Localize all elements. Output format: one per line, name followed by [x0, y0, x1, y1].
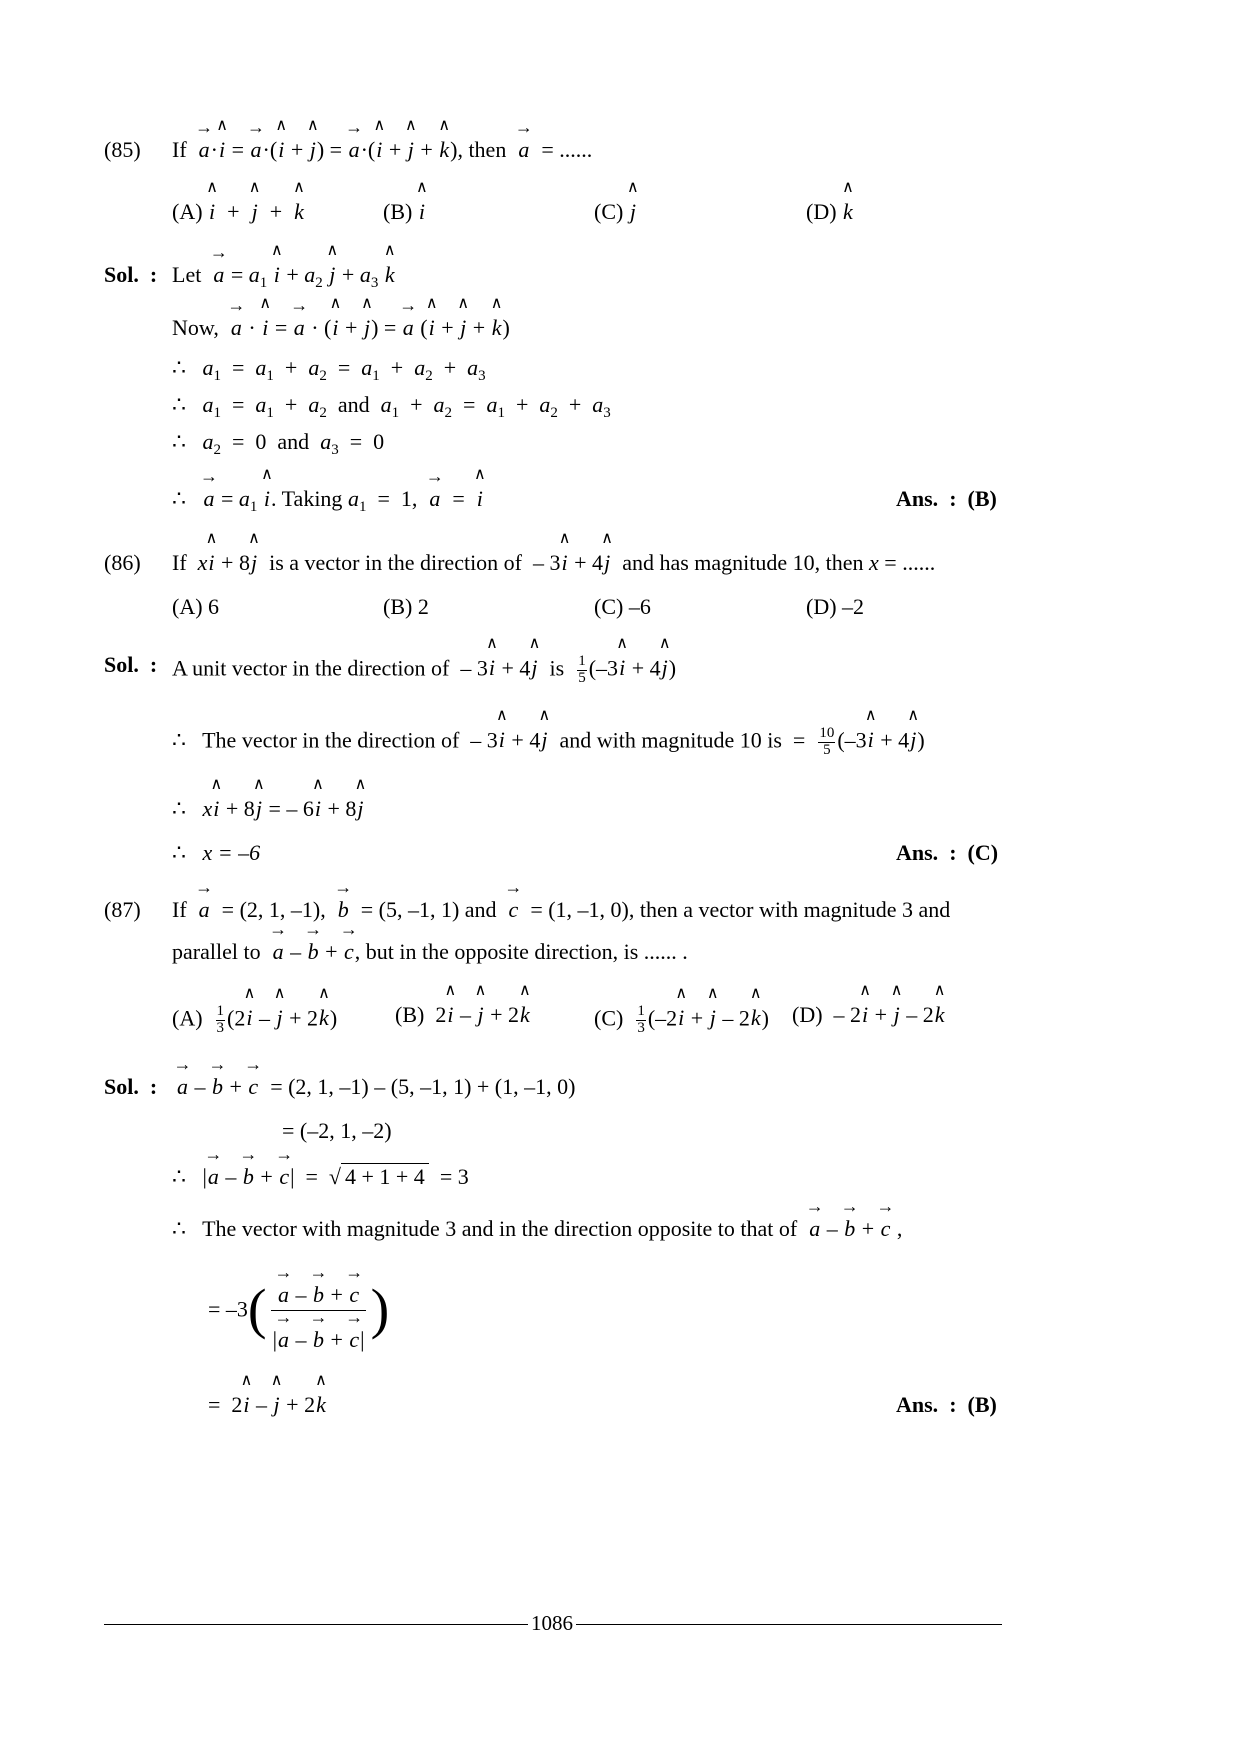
q85-sol-line3: ∴ $a_1 = a_1 + a_2 = a_1 + a_2 + a_3$: [172, 355, 486, 384]
q86-number: (86): [104, 550, 141, 575]
q86-option-c: (C) –6: [594, 594, 651, 619]
q86-option-a: (A) 6: [172, 594, 220, 619]
q87-stem-line2: parallel to → a – → b + → c, but in the opposite direction, is ...... .: [172, 941, 688, 963]
q85-option-d: (D) ∧ k: [806, 201, 854, 223]
q87-sol-label: Sol. :: [104, 1074, 158, 1099]
q85-answer: Ans. : (B): [896, 486, 997, 511]
q86-option-d: (D) –2: [806, 594, 865, 619]
q85-option-c: (C) ∧ j: [594, 201, 637, 223]
q87-sol-line2: = (–2, 1, –2): [282, 1118, 392, 1143]
q86-sol-line3: ∴ x∧ i + 8∧ j = – 6∧ i + 8∧ j: [172, 798, 365, 820]
q85-sol-label: Sol. :: [104, 262, 158, 287]
q87-sol-line3: ∴ |→ a – → b + → c| = √ 4 + 1 + 4 = 3: [172, 1166, 469, 1188]
q86-stem: If x∧ i + 8∧ j is a vector in the direction of – 3∧ i + 4∧ j and has magnitude 10, then x = ......: [172, 552, 935, 574]
q87-sol-line1: → a – → b + → c = (2, 1, –1) – (5, –1, 1) + (1, –1, 0): [176, 1076, 575, 1098]
q87-answer: Ans. : (B): [896, 1392, 997, 1417]
q85-sol-line2: Now, → a · ∧ i = → a · (∧ i + ∧ j) = → a (∧ i + ∧ j + ∧ k): [172, 317, 510, 339]
q87-number: (87): [104, 897, 141, 922]
q87-stem-line1: If → a = (2, 1, –1), → b = (5, –1, 1) and → c = (1, –1, 0), then a vector with magnitude 3 and: [172, 899, 950, 921]
q87-option-a: (A) $\frac{1}{3}$ (2∧ i – ∧ j + 2∧ k): [172, 1004, 337, 1037]
q86-option-b: (B) 2: [383, 594, 429, 619]
q87-option-c: (C) $\frac{1}{3}$ (–2∧ i + ∧ j – 2∧ k): [594, 1004, 769, 1037]
q87-option-d: (D) – 2∧ i + ∧ j – 2∧ k: [792, 1004, 945, 1026]
q86-answer: Ans. : (C): [896, 840, 999, 865]
q87-sol-line4: ∴ The vector with magnitude 3 and in the direction opposite to that of → a – → b + → c ,: [172, 1218, 902, 1240]
q85-option-b: (B) ∧ i: [383, 201, 426, 223]
q86-sol-line1: A unit vector in the direction of – 3∧ i + 4∧ j is $\frac{1}{5}$ (–3∧ i + 4∧ j): [172, 654, 676, 687]
q85-sol-line6: ∴ → $a = a_1$ ∧ i. Taking $a_1 = 1$, → a = ∧ i: [172, 488, 484, 515]
q85-sol-line1: Let → $a = a_1$ ∧ $i + a_2$ ∧ $j + a_3$ ∧ k: [172, 264, 396, 291]
q85-option-a: (A) ∧ i + ∧ j + ∧ k: [172, 201, 305, 223]
q87-option-b: (B) 2∧ i – ∧ j + 2∧ k: [395, 1004, 531, 1026]
q85-sol-line4: ∴ $a_1 = a_1 + a_2$ and $a_1 + a_2 = a_1 + a_2 + a_3$: [172, 392, 611, 421]
q87-sol-line5: = –3( → $\frac{a - \to b + \to c}{|\to a - \to b + \to c|}$ ): [208, 1268, 389, 1351]
q86-sol-line2: ∴ The vector in the direction of – 3∧ i + 4∧ j and with magnitude 10 is = $\frac{10}{5}$ (–3∧ i + 4∧ j): [172, 726, 925, 759]
footer-rule-right: [576, 1624, 1002, 1625]
q86-sol-line4: ∴ x = –6: [172, 840, 261, 865]
q85-number: (85): [104, 137, 141, 162]
q85-stem: If → a·∧ i = → a·(∧ i + ∧ j) = → a·(∧ i + ∧ j + ∧ k), then → a = ......: [172, 139, 592, 161]
q85-sol-line5: ∴ $a_2 = 0$ and $a_3 = 0$: [172, 429, 385, 458]
footer-rule-left: [104, 1624, 528, 1625]
page-number: 1086: [531, 1611, 573, 1635]
q87-sol-line6: = 2∧ i – ∧ j + 2∧ k: [208, 1394, 327, 1416]
q86-sol-label: Sol. :: [104, 652, 158, 677]
